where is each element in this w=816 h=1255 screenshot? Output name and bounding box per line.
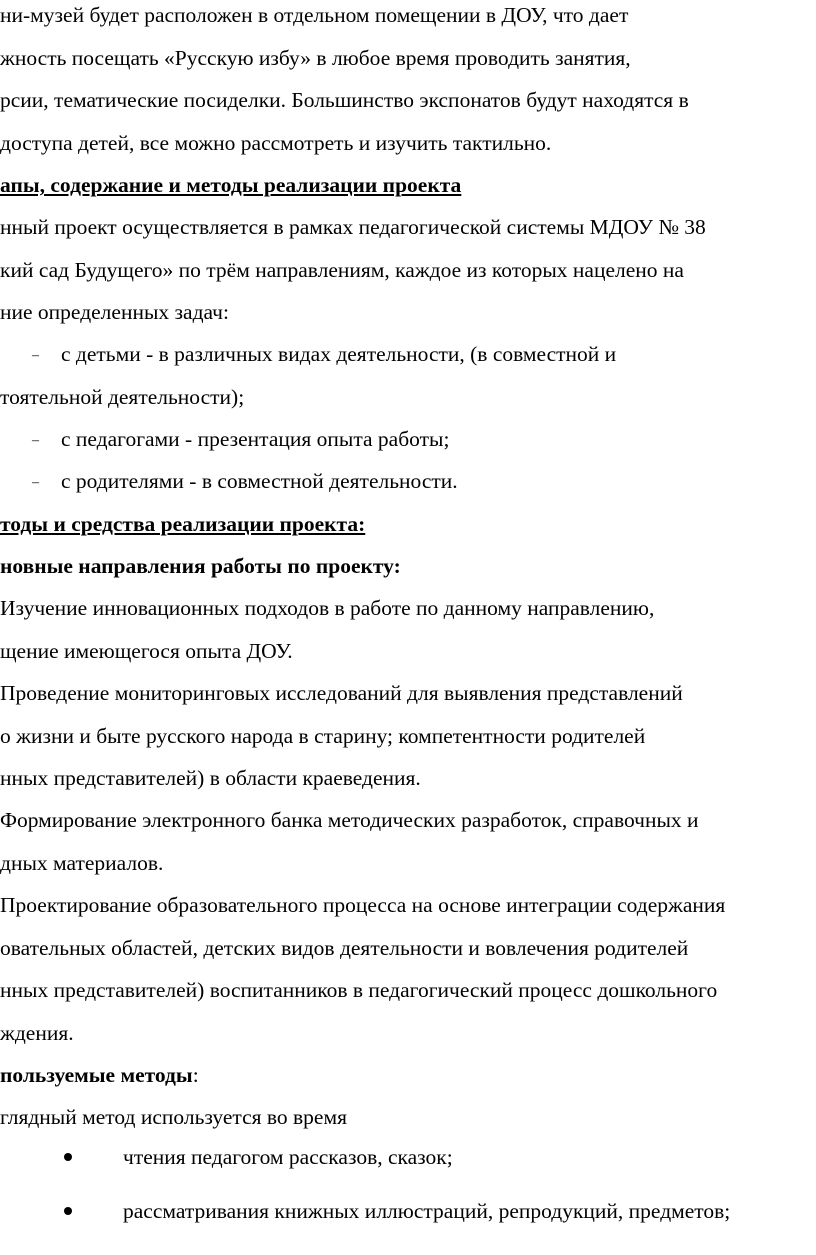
bullet-icon — [64, 1207, 72, 1215]
list-item: с педагогами - презентация опыта работы; — [61, 427, 450, 451]
dash-marker: – — [32, 433, 39, 448]
paragraph-line: о жизни и быте русского народа в старину; компетентности родителей — [0, 724, 646, 748]
paragraph-line: рсии, тематические посиделки. Большинство экспонатов будут находятся в — [0, 88, 689, 112]
paragraph-line: нный проект осуществляется в рамках педагогической системы МДОУ № 38 — [0, 215, 706, 239]
section-heading: апы, содержание и методы реализации проекта — [0, 173, 462, 197]
paragraph-line: ние определенных задач: — [0, 300, 229, 324]
bullet-icon — [64, 1153, 72, 1161]
paragraph-line: кий сад Будущего» по трём направлениям, каждое из которых нацелено на — [0, 258, 684, 282]
list-item: с детьми - в различных видах деятельности, (в совместной и — [61, 342, 617, 366]
dash-marker: – — [32, 475, 39, 490]
paragraph-line: Изучение инновационных подходов в работе по данному направлению, — [0, 596, 655, 620]
paragraph-line: глядный метод используется во время — [0, 1105, 347, 1129]
list-item: с родителями - в совместной деятельности. — [61, 469, 458, 493]
paragraph-line: щение имеющегося опыта ДОУ. — [0, 639, 293, 663]
paragraph-line: нных представителей) в области краеведения. — [0, 766, 421, 790]
paragraph-line: нных представителей) воспитанников в педагогический процесс дошкольного — [0, 978, 718, 1002]
list-item-continuation: тоятельной деятельности); — [0, 385, 245, 409]
paragraph-line: ни-музей будет расположен в отдельном помещении в ДОУ, что дает — [0, 3, 629, 27]
methods-heading: пользуемые методы — [0, 1063, 193, 1087]
section-heading: тоды и средства реализации проекта: — [0, 512, 366, 536]
paragraph-line: жность посещать «Русскую избу» в любое время проводить занятия, — [0, 46, 631, 70]
paragraph-line: овательных областей, детских видов деятельности и вовлечения родителей — [0, 936, 689, 960]
subsection-heading: новные направления работы по проекту: — [0, 554, 401, 578]
paragraph-line: ждения. — [0, 1021, 74, 1045]
paragraph-line: дных материалов. — [0, 851, 164, 875]
bullet-list-item: рассматривания книжных иллюстраций, репродукций, предметов; — [123, 1199, 731, 1223]
paragraph-line: доступа детей, все можно рассмотреть и изучить тактильно. — [0, 131, 552, 155]
methods-colon: : — [192, 1063, 199, 1087]
dash-marker: – — [32, 348, 39, 363]
methods-line — [0, 1062, 199, 1088]
paragraph-line: Проектирование образовательного процесса на основе интеграции содержания — [0, 893, 726, 917]
bullet-list-item: чтения педагогом рассказов, сказок; — [123, 1145, 453, 1169]
paragraph-line: Проведение мониторинговых исследований для выявления представлений — [0, 681, 683, 705]
paragraph-line: Формирование электронного банка методических разработок, справочных и — [0, 808, 699, 832]
